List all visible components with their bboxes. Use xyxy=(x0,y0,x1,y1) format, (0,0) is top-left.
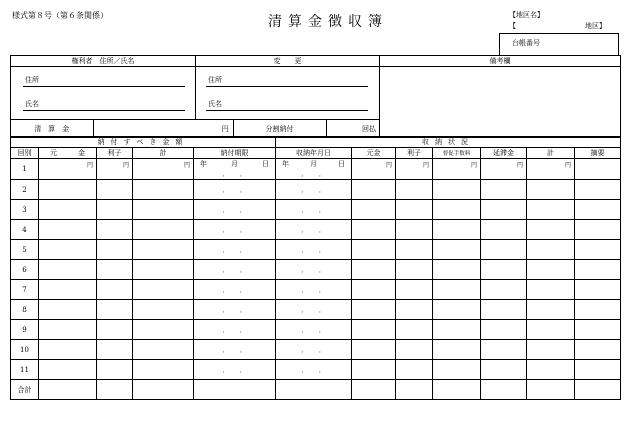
installment-row xyxy=(11,280,621,300)
received-principal-cell[interactable] xyxy=(352,180,396,200)
form-number: 様式第８号（第６条関係） xyxy=(12,11,108,20)
receipt-date-cell[interactable] xyxy=(276,380,352,400)
changed-address-label: 住所 xyxy=(208,76,222,84)
due-date-cell[interactable] xyxy=(194,340,276,360)
principal-cell[interactable] xyxy=(39,320,97,340)
installment-row xyxy=(11,159,621,180)
name-label: 氏名 xyxy=(25,100,39,108)
date-dots: ．． xyxy=(301,345,340,354)
reminder-fee-cell[interactable] xyxy=(433,200,481,220)
principal-cell[interactable] xyxy=(39,380,97,400)
receipt-date-cell[interactable] xyxy=(276,240,352,260)
interest-cell[interactable] xyxy=(97,220,133,240)
payable-amount-header: 納付すべき金額 xyxy=(11,137,276,148)
col-received-interest: 利子 xyxy=(396,148,433,159)
name-field[interactable] xyxy=(23,99,185,111)
receipt-date-cell[interactable] xyxy=(276,300,352,320)
due-date-cell[interactable] xyxy=(194,200,276,220)
received-principal-cell[interactable] xyxy=(352,280,396,300)
late-fee-cell[interactable] xyxy=(481,340,527,360)
yen-unit: 円 xyxy=(385,162,392,169)
memo-cell[interactable] xyxy=(575,380,621,400)
received-principal-cell[interactable] xyxy=(352,159,396,180)
reminder-fee-cell[interactable] xyxy=(433,220,481,240)
due-date-cell[interactable] xyxy=(194,300,276,320)
date-dots: ．． xyxy=(222,205,261,214)
memo-cell[interactable] xyxy=(575,360,621,380)
installment-row xyxy=(11,260,621,280)
date-unit-d: 日 xyxy=(262,160,269,168)
received-total-cell[interactable] xyxy=(527,360,575,380)
reminder-fee-cell[interactable] xyxy=(433,360,481,380)
date-unit-m: 月 xyxy=(231,160,238,168)
installment-row xyxy=(11,180,621,200)
installment-row xyxy=(11,220,621,240)
date-dots: ．． xyxy=(301,305,340,314)
received-principal-cell[interactable] xyxy=(352,220,396,240)
memo-cell[interactable] xyxy=(575,340,621,360)
ledger-rows xyxy=(11,159,621,400)
received-total-cell[interactable] xyxy=(527,200,575,220)
installment-row xyxy=(11,340,621,360)
reminder-fee-cell[interactable] xyxy=(433,320,481,340)
col-received-total: 計 xyxy=(527,148,575,159)
installment-times: 回払 xyxy=(362,124,376,133)
round-number xyxy=(11,300,39,320)
round-number-text: 10 xyxy=(20,345,29,354)
installment-row xyxy=(11,300,621,320)
interest-cell[interactable] xyxy=(97,300,133,320)
receipt-date-cell[interactable] xyxy=(276,360,352,380)
memo-cell[interactable] xyxy=(575,200,621,220)
round-number xyxy=(11,220,39,240)
col-due-date: 納付期限 xyxy=(194,148,276,159)
date-dots: ．． xyxy=(301,225,340,234)
rights-holder-header: 権利者 住所／氏名 xyxy=(11,56,196,67)
rights-holder-cell[interactable] xyxy=(11,67,196,120)
installment-count-field[interactable] xyxy=(326,120,380,137)
round-number-text: 6 xyxy=(22,265,27,274)
address-label: 住所 xyxy=(25,76,39,84)
principal-cell[interactable] xyxy=(39,300,97,320)
yen-unit: 円 xyxy=(183,162,190,169)
principal-cell[interactable] xyxy=(39,340,97,360)
late-fee-cell[interactable] xyxy=(481,260,527,280)
total-cell[interactable] xyxy=(133,360,194,380)
total-cell[interactable] xyxy=(133,380,194,400)
reminder-fee-cell[interactable] xyxy=(433,340,481,360)
page-title: 清算金徴収簿 xyxy=(268,14,388,30)
interest-cell[interactable] xyxy=(97,340,133,360)
round-number-text: 1 xyxy=(22,165,27,173)
total-cell[interactable] xyxy=(133,320,194,340)
due-date-cell[interactable] xyxy=(194,360,276,380)
principal-cell[interactable] xyxy=(39,280,97,300)
round-number xyxy=(11,320,39,340)
settlement-amount-field[interactable] xyxy=(93,120,233,137)
received-principal-cell[interactable] xyxy=(352,340,396,360)
total-label-text: 合計 xyxy=(17,385,32,394)
date-dots: ．． xyxy=(222,265,261,274)
date-dots: ．． xyxy=(222,170,261,178)
round-number xyxy=(11,260,39,280)
settlement-row xyxy=(11,120,380,138)
date-dots: ．． xyxy=(222,285,261,294)
due-date-cell[interactable] xyxy=(194,180,276,200)
due-date-cell[interactable] xyxy=(194,380,276,400)
col-received-principal: 元金 xyxy=(352,148,396,159)
late-fee-cell[interactable] xyxy=(481,159,527,180)
col-interest: 利子 xyxy=(97,148,133,159)
late-fee-cell[interactable] xyxy=(481,300,527,320)
memo-cell[interactable] xyxy=(575,159,621,180)
col-memo: 摘要 xyxy=(575,148,621,159)
memo-cell[interactable] xyxy=(575,260,621,280)
received-principal-cell[interactable] xyxy=(352,320,396,340)
reminder-fee-cell[interactable] xyxy=(433,380,481,400)
date-dots: ．． xyxy=(301,185,340,194)
date-dots: ．． xyxy=(301,365,340,374)
late-fee-cell[interactable] xyxy=(481,380,527,400)
received-principal-cell[interactable] xyxy=(352,260,396,280)
interest-cell[interactable] xyxy=(97,280,133,300)
received-interest-cell[interactable] xyxy=(396,260,433,280)
round-number xyxy=(11,280,39,300)
interest-cell[interactable] xyxy=(97,380,133,400)
received-interest-cell[interactable] xyxy=(396,159,433,180)
receipt-date-cell[interactable] xyxy=(276,320,352,340)
round-number-text: 8 xyxy=(22,305,27,314)
received-interest-cell[interactable] xyxy=(396,380,433,400)
received-total-cell[interactable] xyxy=(527,240,575,260)
date-dots: ．． xyxy=(222,245,261,254)
received-total-cell[interactable] xyxy=(527,280,575,300)
district-label: 【地区名】 xyxy=(509,11,544,19)
installment-label: 分割納付 xyxy=(233,120,326,137)
date-unit-m: 月 xyxy=(310,160,317,168)
date-unit-y: 年 xyxy=(282,160,289,168)
received-interest-cell[interactable] xyxy=(396,200,433,220)
memo-cell[interactable] xyxy=(575,320,621,340)
received-interest-cell[interactable] xyxy=(396,240,433,260)
ledger-number-label: 台帳番号 xyxy=(512,39,540,47)
total-label xyxy=(11,380,39,400)
date-dots: ．． xyxy=(222,325,261,334)
received-interest-cell[interactable] xyxy=(396,360,433,380)
received-interest-cell[interactable] xyxy=(396,340,433,360)
total-cell[interactable] xyxy=(133,220,194,240)
receipt-date-cell[interactable] xyxy=(276,159,352,180)
total-cell[interactable] xyxy=(133,260,194,280)
received-principal-cell[interactable] xyxy=(352,380,396,400)
interest-cell[interactable] xyxy=(97,260,133,280)
yen-unit: 円 xyxy=(86,162,93,169)
due-date-cell[interactable] xyxy=(194,280,276,300)
installment-row xyxy=(11,200,621,220)
changed-address-field[interactable] xyxy=(206,75,368,87)
date-unit-y: 年 xyxy=(200,160,207,168)
memo-cell[interactable] xyxy=(575,180,621,200)
late-fee-cell[interactable] xyxy=(481,240,527,260)
principal-cell[interactable] xyxy=(39,360,97,380)
received-total-cell[interactable] xyxy=(527,159,575,180)
round-number xyxy=(11,159,39,180)
received-total-cell[interactable] xyxy=(527,320,575,340)
principal-cell[interactable] xyxy=(39,260,97,280)
total-cell[interactable] xyxy=(133,180,194,200)
receipt-date-cell[interactable] xyxy=(276,220,352,240)
memo-cell[interactable] xyxy=(575,280,621,300)
late-fee-cell[interactable] xyxy=(481,320,527,340)
received-total-cell[interactable] xyxy=(527,180,575,200)
col-round: 回別 xyxy=(11,148,39,159)
principal-cell[interactable] xyxy=(39,159,97,180)
yen-unit: 円 xyxy=(122,162,129,169)
payment-ledger-grid xyxy=(10,136,621,400)
date-unit-d: 日 xyxy=(338,160,345,168)
receipt-date-cell[interactable] xyxy=(276,340,352,360)
change-header: 変 更 xyxy=(196,56,380,67)
due-date-cell[interactable] xyxy=(194,320,276,340)
address-field[interactable] xyxy=(23,75,185,87)
received-principal-cell[interactable] xyxy=(352,240,396,260)
date-unit-labels xyxy=(276,159,351,169)
reminder-fee-cell[interactable] xyxy=(433,240,481,260)
settlement-yen: 円 xyxy=(221,124,229,133)
round-number-text: 2 xyxy=(22,185,27,194)
date-dots: ．． xyxy=(301,170,340,178)
interest-cell[interactable] xyxy=(97,200,133,220)
received-interest-cell[interactable] xyxy=(396,320,433,340)
round-number-text: 3 xyxy=(22,205,27,214)
late-fee-cell[interactable] xyxy=(481,220,527,240)
received-interest-cell[interactable] xyxy=(396,220,433,240)
late-fee-cell[interactable] xyxy=(481,200,527,220)
principal-cell[interactable] xyxy=(39,200,97,220)
district-suffix: 地区】 xyxy=(585,22,606,30)
interest-cell[interactable] xyxy=(97,180,133,200)
principal-cell[interactable] xyxy=(39,180,97,200)
installment-row xyxy=(11,240,621,260)
remarks-header: 備考欄 xyxy=(380,56,621,67)
installment-row xyxy=(11,320,621,340)
total-cell[interactable] xyxy=(133,340,194,360)
date-dots: ．． xyxy=(301,325,340,334)
total-cell[interactable] xyxy=(133,200,194,220)
total-cell[interactable] xyxy=(133,240,194,260)
memo-cell[interactable] xyxy=(575,300,621,320)
received-total-cell[interactable] xyxy=(527,260,575,280)
round-number-text: 11 xyxy=(20,365,29,374)
received-total-cell[interactable] xyxy=(527,380,575,400)
date-dots: ．． xyxy=(301,265,340,274)
col-late-fee: 延滞金 xyxy=(481,148,527,159)
reminder-fee-cell[interactable] xyxy=(433,260,481,280)
round-number-text: 4 xyxy=(22,225,27,234)
received-interest-cell[interactable] xyxy=(396,280,433,300)
reminder-fee-cell[interactable] xyxy=(433,300,481,320)
memo-cell[interactable] xyxy=(575,220,621,240)
received-principal-cell[interactable] xyxy=(352,200,396,220)
col-receipt-date: 収納年月日 xyxy=(276,148,352,159)
receipt-date-cell[interactable] xyxy=(276,180,352,200)
total-cell[interactable] xyxy=(133,300,194,320)
col-total: 計 xyxy=(133,148,194,159)
received-principal-cell[interactable] xyxy=(352,360,396,380)
total-cell[interactable] xyxy=(133,280,194,300)
interest-cell[interactable] xyxy=(97,159,133,180)
rights-holder-table xyxy=(10,55,621,138)
receipt-status-header: 収納状況 xyxy=(276,137,621,148)
district-bracket-open: 【 xyxy=(509,22,516,30)
round-number xyxy=(11,200,39,220)
date-dots: ．． xyxy=(222,365,261,374)
round-number-text: 9 xyxy=(22,325,27,334)
reminder-fee-cell[interactable] xyxy=(433,180,481,200)
round-number xyxy=(11,360,39,380)
round-number xyxy=(11,340,39,360)
interest-cell[interactable] xyxy=(97,320,133,340)
installment-row xyxy=(11,360,621,380)
received-total-cell[interactable] xyxy=(527,220,575,240)
interest-cell[interactable] xyxy=(97,360,133,380)
principal-cell[interactable] xyxy=(39,220,97,240)
memo-cell[interactable] xyxy=(575,240,621,260)
remarks-cell[interactable] xyxy=(380,67,621,138)
settlement-label: 清 算 金 xyxy=(11,120,93,137)
principal-cell[interactable] xyxy=(39,240,97,260)
received-interest-cell[interactable] xyxy=(396,180,433,200)
late-fee-cell[interactable] xyxy=(481,180,527,200)
received-total-cell[interactable] xyxy=(527,300,575,320)
due-date-cell[interactable] xyxy=(194,240,276,260)
due-date-cell[interactable] xyxy=(194,159,276,180)
changed-name-field[interactable] xyxy=(206,99,368,111)
date-dots: ．． xyxy=(301,285,340,294)
col-principal: 元 金 xyxy=(39,148,97,159)
reminder-fee-cell[interactable] xyxy=(433,159,481,180)
receipt-date-cell[interactable] xyxy=(276,260,352,280)
late-fee-cell[interactable] xyxy=(481,360,527,380)
change-cell[interactable] xyxy=(196,67,380,120)
yen-unit: 円 xyxy=(516,162,523,169)
date-dots: ．． xyxy=(222,185,261,194)
total-row xyxy=(11,380,621,400)
receipt-date-cell[interactable] xyxy=(276,280,352,300)
due-date-cell[interactable] xyxy=(194,260,276,280)
total-cell[interactable] xyxy=(133,159,194,180)
round-number xyxy=(11,240,39,260)
date-dots: ．． xyxy=(301,205,340,214)
reminder-fee-cell[interactable] xyxy=(433,280,481,300)
yen-unit: 円 xyxy=(564,162,571,169)
round-number xyxy=(11,180,39,200)
yen-unit: 円 xyxy=(470,162,477,169)
received-interest-cell[interactable] xyxy=(396,300,433,320)
date-unit-labels xyxy=(194,159,275,169)
due-date-cell[interactable] xyxy=(194,220,276,240)
round-number-text: 5 xyxy=(22,245,27,254)
changed-name-label: 氏名 xyxy=(208,100,222,108)
interest-cell[interactable] xyxy=(97,240,133,260)
receipt-date-cell[interactable] xyxy=(276,200,352,220)
col-reminder-fee: 督促手数料 xyxy=(433,148,481,159)
date-dots: ．． xyxy=(222,305,261,314)
received-principal-cell[interactable] xyxy=(352,300,396,320)
yen-unit: 円 xyxy=(422,162,429,169)
date-dots: ．． xyxy=(301,245,340,254)
round-number-text: 7 xyxy=(22,285,27,294)
received-total-cell[interactable] xyxy=(527,340,575,360)
late-fee-cell[interactable] xyxy=(481,280,527,300)
date-dots: ．． xyxy=(222,345,261,354)
date-dots: ．． xyxy=(222,225,261,234)
